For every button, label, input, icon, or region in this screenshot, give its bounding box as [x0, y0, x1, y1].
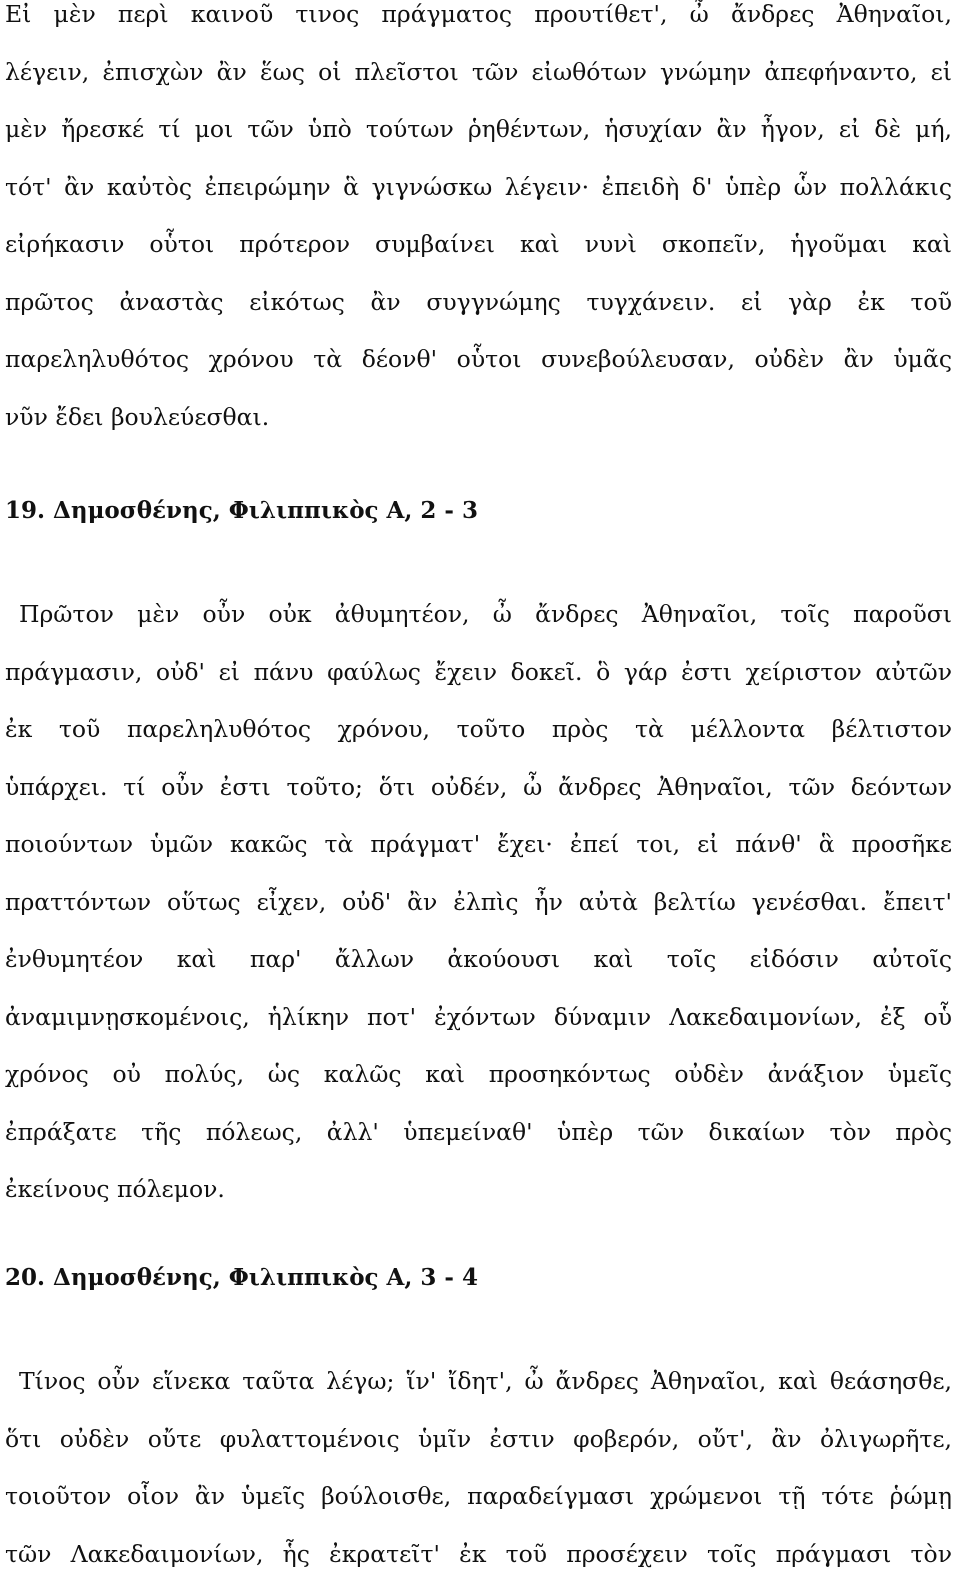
text-line: ἐπράξατε τῆς πόλεως, ἀλλ' ὑπεμείναθ' ὑπὲρ τῶν δικαίων τὸν πρὸς — [5, 1117, 952, 1146]
text-line: ἐκ τοῦ παρεληλυθότος χρόνου, τοῦτο πρὸς τὰ μέλλοντα βέλτιστον — [5, 715, 952, 743]
text-line: τότ' ἂν καὐτὸς ἐπειρώμην ἃ γιγνώσκω λέγειν· ἐπειδὴ δ' ὑπὲρ ὧν πολλάκις — [5, 172, 952, 201]
section-heading-19: 19. Δημοσθένης, Φιλιππικὸς Α, 2 - 3 — [5, 497, 478, 524]
text-line: χρόνος οὐ πολύς, ὡς καλῶς καὶ προσηκόντως οὐδὲν ἀνάξιον ὑμεῖς — [5, 1060, 952, 1088]
text-line: τῶν Λακεδαιμονίων, ἧς ἐκρατεῖτ' ἐκ τοῦ προσέχειν τοῖς πράγμασι τὸν — [5, 1539, 952, 1568]
text-line: ἐνθυμητέον καὶ παρ' ἄλλων ἀκούουσι καὶ τοῖς εἰδόσιν αὐτοῖς — [5, 945, 952, 973]
text-line: παρεληλυθότος χρόνου τὰ δέονθ' οὗτοι συνεβούλευσαν, οὐδὲν ἂν ὑμᾶς — [5, 345, 952, 373]
passage-3 — [5, 1353, 952, 1583]
text-line: Εἰ μὲν περὶ καινοῦ τινος πράγματος προυτίθετ', ὦ ἄνδρες Ἀθηναῖοι, — [5, 0, 952, 28]
text-line: πραττόντων οὕτως εἶχεν, οὐδ' ἂν ἐλπὶς ἦν αὐτὰ βελτίω γενέσθαι. ἔπειτ' — [5, 887, 952, 916]
text-line: Πρῶτον μὲν οὖν οὐκ ἀθυμητέον, ὦ ἄνδρες Ἀθηναῖοι, τοῖς παροῦσι — [19, 600, 952, 628]
text-line: Τίνος οὖν εἵνεκα ταῦτα λέγω; ἵν' ἴδητ', ὦ ἄνδρες Ἀθηναῖοι, καὶ θεάσησθε, — [19, 1367, 952, 1395]
text-line: ἀναμιμνῃσκομένοις, ἡλίκην ποτ' ἐχόντων δύναμιν Λακεδαιμονίων, ἐξ οὗ — [5, 1002, 952, 1031]
text-line: ποιούντων ὑμῶν κακῶς τὰ πράγματ' ἔχει· ἐπεί τοι, εἰ πάνθ' ἃ προσῆκε — [5, 830, 952, 858]
text-line: ὅτι οὐδὲν οὔτε φυλαττομένοις ὑμῖν ἐστιν φοβερόν, οὔτ', ἂν ὀλιγωρῆτε, — [5, 1424, 952, 1453]
section-heading-20: 20. Δημοσθένης, Φιλιππικὸς Α, 3 - 4 — [5, 1264, 478, 1291]
text-line: ὑπάρχει. τί οὖν ἐστι τοῦτο; ὅτι οὐδέν, ὦ ἄνδρες Ἀθηναῖοι, τῶν δεόντων — [5, 772, 952, 801]
text-line: λέγειν, ἐπισχὼν ἂν ἕως οἱ πλεῖστοι τῶν εἰωθότων γνώμην ἀπεφήναντο, εἰ — [5, 57, 952, 86]
passage-1 — [5, 0, 952, 446]
text-line: ἐκείνους πόλεμον. — [5, 1175, 225, 1203]
text-line: πρῶτος ἀναστὰς εἰκότως ἂν συγγνώμης τυγχάνειν. εἰ γὰρ ἐκ τοῦ — [5, 287, 952, 316]
text-line: μὲν ἤρεσκέ τί μοι τῶν ὑπὸ τούτων ῥηθέντων, ἡσυχίαν ἂν ἦγον, εἰ δὲ μή, — [5, 115, 952, 143]
text-line: εἰρήκασιν οὗτοι πρότερον συμβαίνει καὶ νυνὶ σκοπεῖν, ἡγοῦμαι καὶ — [5, 230, 952, 258]
text-line: πράγμασιν, οὐδ' εἰ πάνυ φαύλως ἔχειν δοκεῖ. ὃ γάρ ἐστι χείριστον αὐτῶν — [5, 657, 952, 686]
passage-2 — [5, 586, 952, 1219]
text-line: νῦν ἔδει βουλεύεσθαι. — [5, 402, 270, 431]
text-line: τοιοῦτον οἷον ἂν ὑμεῖς βούλοισθε, παραδείγμασι χρώμενοι τῇ τότε ῥώμῃ — [5, 1482, 952, 1510]
